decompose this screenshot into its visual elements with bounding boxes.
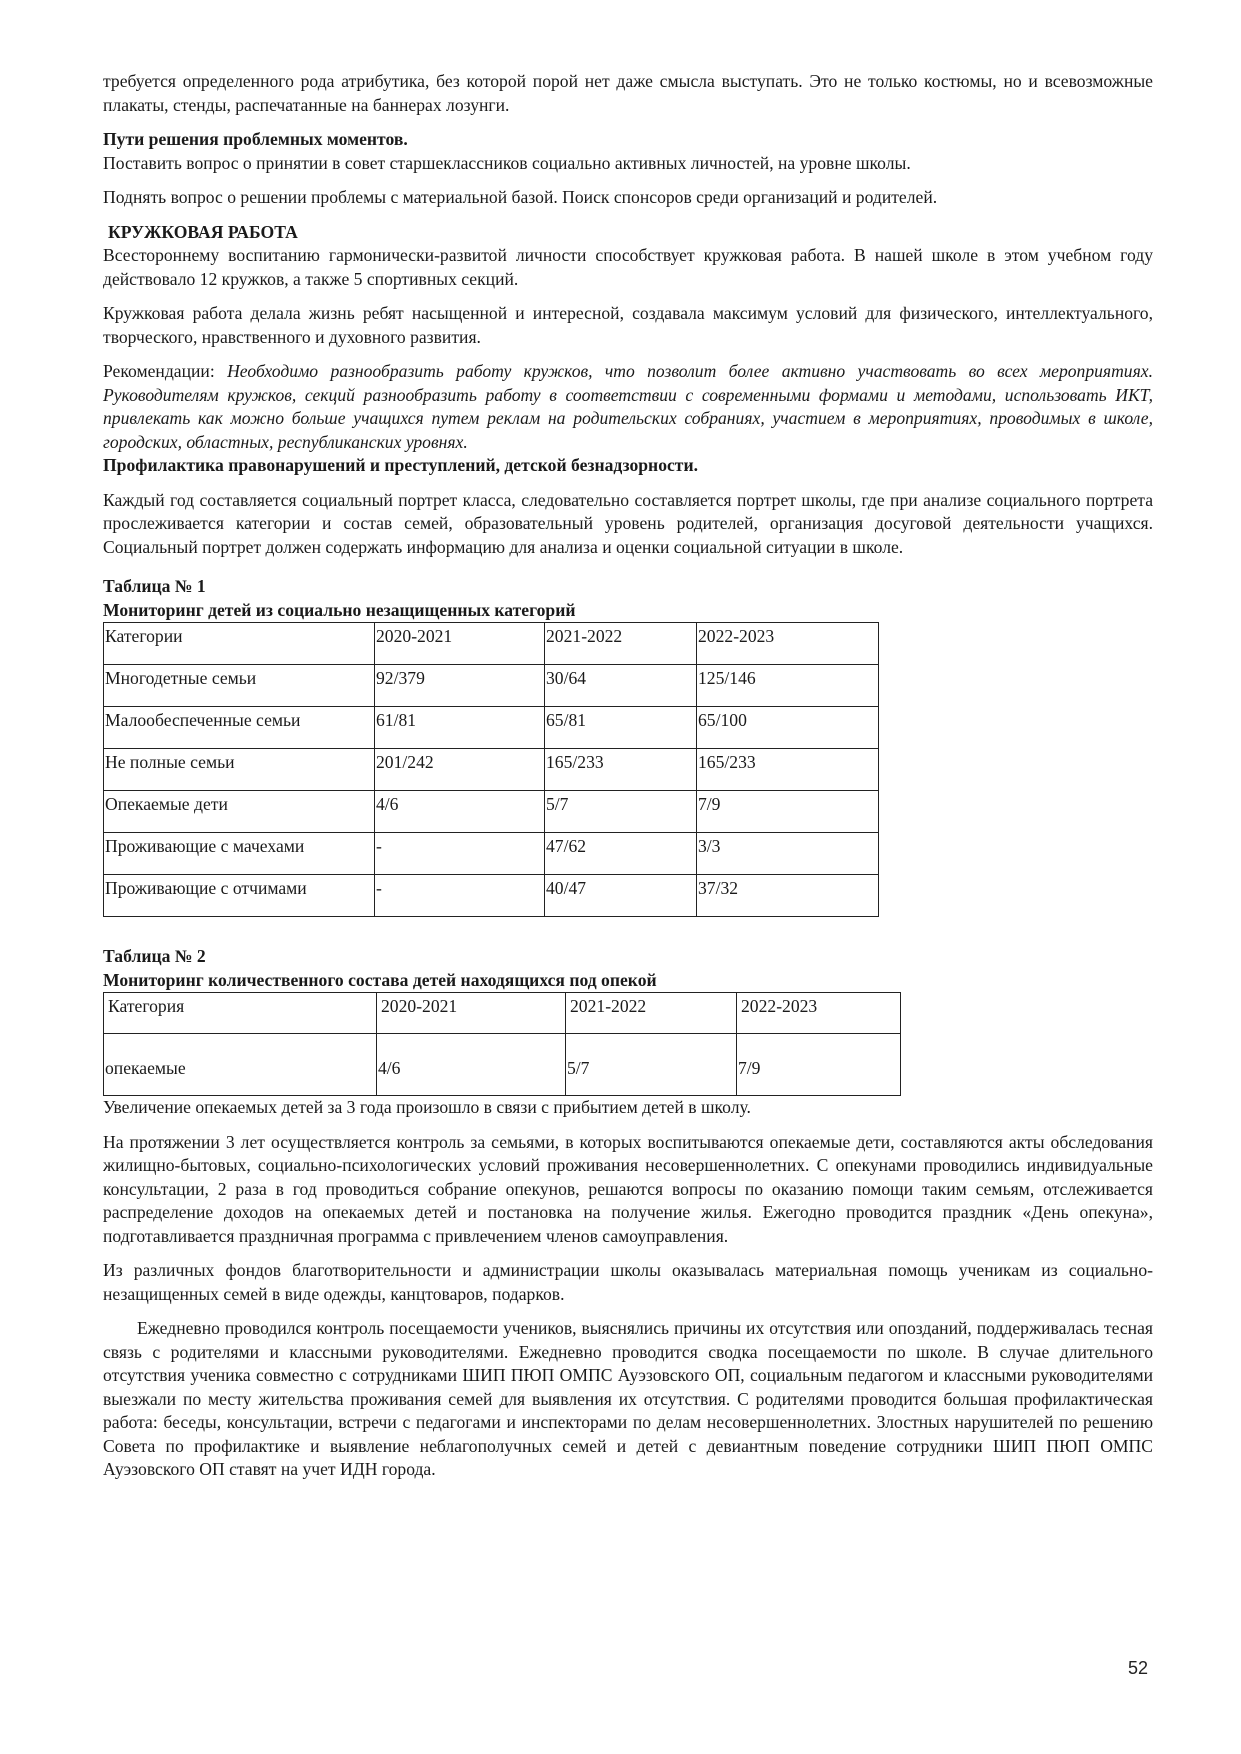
- paragraph: Всестороннему воспитанию гармонически-развитой личности способствует кружковая работа. В нашей школе в этом учебном году действовало 12 кружков, а также 5 спортивных секций.: [103, 245, 1153, 289]
- section-heading: КРУЖКОВАЯ РАБОТА: [108, 221, 298, 242]
- document-page: [103, 70, 1153, 1482]
- table-row: [104, 791, 879, 833]
- table-cell: 165/233: [545, 749, 697, 791]
- table-row: [104, 875, 879, 917]
- table-row: [104, 707, 879, 749]
- table1-number: Таблица № 1: [103, 576, 206, 596]
- section-heading: Пути решения проблемных моментов.: [103, 129, 408, 149]
- table-cell: 7/9: [737, 1034, 901, 1096]
- table-cell: 4/6: [377, 1034, 566, 1096]
- table-cell: 5/7: [566, 1034, 737, 1096]
- paragraph: На протяжении 3 лет осуществляется контроль за семьями, в которых воспитываются опекаемые дети, составляются акты обследования жилищно-бытовых, социально-психологических условий проживания несовершеннолетних. С опекунами проводились индивидуальные консультации, 2 раза в год проводиться собрание опекунов, решаются вопросы по оказанию помощи таким семьям, отслеживается распределение доходов на опекаемых детей и постановка на получение жилья. Ежегодно проводится праздник «День опекуна», подготавливается праздничная программа с привлечением членов самоуправления.: [103, 1131, 1153, 1246]
- paragraph: требуется определенного рода атрибутика, без которой порой нет даже смысла выступать. Это не только костюмы, но и всевозможные плакаты, стенды, распечатанные на баннерах лозунги.: [103, 71, 1153, 115]
- table-cell: Проживающие с отчимами: [104, 875, 375, 917]
- table-cell: 4/6: [375, 791, 545, 833]
- table-cell: 165/233: [697, 749, 879, 791]
- table-cell: 37/32: [697, 875, 879, 917]
- table-header-cell: Категории: [104, 623, 375, 665]
- paragraph: Из различных фондов благотворительности и администрации школы оказывалась материальная помощь ученикам из социально-незащищенных семей в виде одежды, канцтоваров, подарков.: [103, 1260, 1153, 1304]
- table-header-cell: 2022-2023: [737, 993, 901, 1034]
- table-cell: опекаемые: [104, 1034, 377, 1096]
- recommendations-label: Рекомендации:: [103, 361, 228, 381]
- table-row: [104, 749, 879, 791]
- table-cell: 65/100: [697, 707, 879, 749]
- table-header-cell: 2020-2021: [377, 993, 566, 1034]
- table2-title: Мониторинг количественного состава детей находящихся под опекой: [103, 969, 657, 990]
- table-cell: Проживающие с мачехами: [104, 833, 375, 875]
- table-cell: 30/64: [545, 665, 697, 707]
- table-cell: 5/7: [545, 791, 697, 833]
- table-row: [104, 1034, 901, 1096]
- table-cell: 47/62: [545, 833, 697, 875]
- table1-title: Мониторинг детей из социально незащищенных категорий: [103, 599, 576, 620]
- table-cell: Опекаемые дети: [104, 791, 375, 833]
- recommendations-paragraph: [103, 360, 1153, 454]
- table-cell: Многодетные семьи: [104, 665, 375, 707]
- table-cell: 7/9: [697, 791, 879, 833]
- paragraph: Увеличение опекаемых детей за 3 года произошло в связи с прибытием детей в школу.: [103, 1097, 751, 1117]
- table-cell: 3/3: [697, 833, 879, 875]
- paragraph: Поставить вопрос о принятии в совет старшеклассников социально активных личностей, на уровне школы.: [103, 152, 911, 173]
- table-row: [104, 833, 879, 875]
- table-cell: 201/242: [375, 749, 545, 791]
- table-cell: 92/379: [375, 665, 545, 707]
- table-social-categories: [103, 622, 879, 917]
- page-number: 52: [1128, 1658, 1149, 1678]
- table-guardianship: [103, 992, 901, 1096]
- paragraph: Кружковая работа делала жизнь ребят насыщенной и интересной, создавала максимум условий для физического, интеллектуального, творческого, нравственного и духовного развития.: [103, 303, 1153, 347]
- table-cell: 61/81: [375, 707, 545, 749]
- section-heading: Профилактика правонарушений и преступлений, детской безнадзорности.: [103, 455, 698, 475]
- table-header-row: [104, 623, 879, 665]
- table-header-cell: 2021-2022: [566, 993, 737, 1034]
- table-header-cell: Категория: [104, 993, 377, 1034]
- table-cell: -: [375, 833, 545, 875]
- table-header-cell: 2022-2023: [697, 623, 879, 665]
- table-cell: Малообеспеченные семьи: [104, 707, 375, 749]
- table-cell: 40/47: [545, 875, 697, 917]
- recommendations-text: Необходимо разнообразить работу кружков, что позволит более активно участвовать во всех мероприятиях. Руководителям кружков, секций разнообразить работу в соответствии с современными формами и методами, использовать ИКТ, привлекать как можно больше учащихся путем реклам на родительских собраниях, участием в мероприятиях, проводимых в школе, городских, областных, республиканских уровнях.: [103, 361, 1153, 452]
- table-cell: -: [375, 875, 545, 917]
- table-header-cell: 2020-2021: [375, 623, 545, 665]
- paragraph: Каждый год составляется социальный портрет класса, следовательно составляется портрет школы, где при анализе социального портрета прослеживается категории и состав семей, образовательный уровень родителей, организация досуговой деятельности учащихся. Социальный портрет должен содержать информацию для анализа и оценки социальной ситуации в школе.: [103, 489, 1153, 557]
- paragraph: Поднять вопрос о решении проблемы с материальной базой. Поиск спонсоров среди организаций и родителей.: [103, 187, 938, 207]
- table-cell: 125/146: [697, 665, 879, 707]
- table2-number: Таблица № 2: [103, 946, 206, 966]
- table-row: [104, 665, 879, 707]
- table-cell: Не полные семьи: [104, 749, 375, 791]
- table-cell: 65/81: [545, 707, 697, 749]
- table-header-row: [104, 993, 901, 1034]
- paragraph: Ежедневно проводился контроль посещаемости учеников, выяснялись причины их отсутствия или опозданий, поддерживалась тесная связь с родителями и классными руководителями. Ежедневно проводится сводка посещаемости по школе. В случае длительного отсутствия ученика совместно с сотрудниками ШИП ПЮП ОМПС Ауэзовского ОП, социальным педагогом и классными руководителями выезжали по месту жительства проживания семей для выявления их отсутствия. С родителями проводится большая профилактическая работа: беседы, консультации, встречи с педагогами и инспекторами по делам несовершеннолетних. Злостных нарушителей по решению Совета по профилактике и выявление неблагополучных семей и детей с девиантным поведение сотрудники ШИП ПЮП ОМПС Ауэзовского ОП ставят на учет ИДН города.: [103, 1318, 1153, 1479]
- table-header-cell: 2021-2022: [545, 623, 697, 665]
